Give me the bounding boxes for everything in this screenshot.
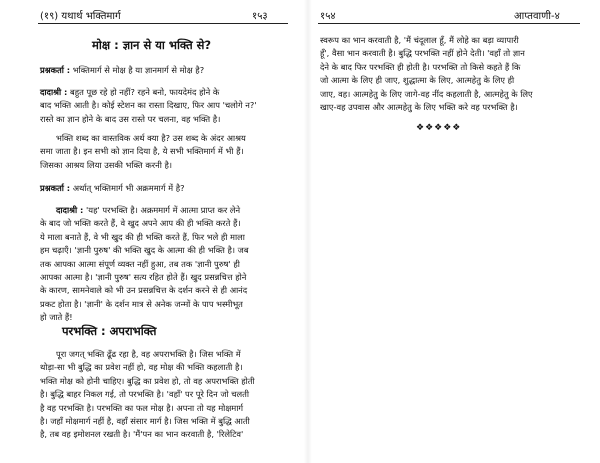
section-end-ornament: ❖❖❖❖❖ bbox=[416, 123, 462, 133]
answer-2: दादाश्री : 'यह' परभक्ति है। अक्रममार्ग में आत्मा प्राप्त कर लेने के बाद जो भक्ति करते हैं, वे खुद अपने आप की ही भक्ति करते हैं। ये माला बनाते हैं, वे भी खुद की ही भक्ति करते हैं, फिर भले ही माला हम चढ़ाएँ। 'ज्ञानी पुरुष' की भक्ति खुद के आत्मा की ही भक्ति है। जब तक आपका आत्मा संपूर्ण व्यक्त नहीं हुआ, तब तक 'ज्ञानी पुरुष' ही आपका आत्मा है। 'ज्ञानी पुरुष' सत्य रहित होते हैं। खुद प्रसन्नचित्त होने के कारण, सामनेवाले को भी उन प्रसन्नचित्त के दर्शन करने से ही आनंद प्रकट होता है। 'ज्ञानी' के दर्शन मात्र से अनेक जन्मों के पाप भस्मीभूत हो जाते हैं! bbox=[40, 205, 249, 323]
paragraph-bhakti-meaning: भक्ति शब्द का वास्तविक अर्थ क्या है? उस शब्द के अंदर आश्रय समा जाता है। इन सभी को ज्ञान दिया है, ये सभी भक्तिमार्ग में भी हैं। जिसका आश्रय लिया उसकी भक्ति करनी है। bbox=[40, 133, 246, 170]
dadashri-label: दादाश्री : bbox=[40, 87, 68, 97]
paragraph-continued: स्वरूप का भान करवाती है, 'मैं चंदूलाल हूँ, मैं लोहे का बड़ा व्यापारी हूँ', वैसा भान करवाती है। बुद्धि परभक्ति नहीं होने देती। 'वहाँ तो ज्ञान देने के बाद फिर परभक्ति ही होती है। परभक्ति तो किसे कहते हैं कि जो आत्मा के लिए ही जाए, शुद्धात्मा के लिए, आत्महेतु के लिए ही जाए, वह। आत्महेतु के लिए जागे-वह नींद कहलाती है, आत्महेतु के लिए खाए-वह उपवास और आत्महेतु के लिए भक्ति करे वह परभक्ति है। bbox=[320, 35, 533, 113]
question-1-text: भक्तिमार्ग से मोक्ष है या ज्ञानमार्ग से मोक्ष है? bbox=[72, 65, 205, 75]
answer-1: दादाश्री : बहुत पूछ रहे हो नहीं? रहने बनो, फायदेमंद होने के बाद भक्ति आती है। कोई स्टेशन का रास्ता दिखाए, फिर आप 'चलोगे न?' रास्ते का ज्ञान होने के बाद उस रास्ते पर चलना, वह भक्ति है। bbox=[40, 87, 257, 124]
questioner-label: प्रश्नकर्ता : bbox=[40, 183, 71, 193]
question-1 bbox=[40, 64, 204, 77]
right-header-rule bbox=[318, 23, 580, 24]
right-running-header: आप्तवाणी-४ bbox=[514, 11, 560, 22]
section-heading-moksha: मोक्ष : ज्ञान से या भक्ति से? bbox=[92, 38, 212, 52]
questioner-label: प्रश्नकर्ता : bbox=[40, 65, 71, 75]
book-gutter bbox=[304, 0, 312, 463]
right-page-number: १५४ bbox=[320, 11, 336, 22]
paragraph-parabhakti: पूरा जगत् भक्ति ढूँढ रहा है, वह अपराभक्ति है। जिस भक्ति में थोड़ा-सा भी बुद्धि का प्रवेश नहीं हो, वह मोक्ष की भक्ति कहलाती है। भक्ति मोक्ष को होनी चाहिए। बुद्धि का प्रवेश हो, तो वह अपराभक्ति होती है। बुद्धि बाहर निकल गई, तो परभक्ति है। 'वहाँ' पर पूरे दिन जो चलती है वह परभक्ति है। परभक्ति का फल मोक्ष है। अपना तो यह मोक्षमार्ग है। जहाँ मोक्षमार्ग नहीं है, वहाँ संसार मार्ग है। जिस भक्ति में बुद्धि आती है, तब वह इमोशनल रखती है। 'मैं'पन का भान करवाती है, 'रिलेटिव' bbox=[40, 349, 255, 440]
question-2-text: अर्थात् भक्तिमार्ग भी अक्रममार्ग में है? bbox=[72, 183, 185, 193]
section-heading-parabhakti: परभक्ति : अपराभक्ति bbox=[62, 324, 157, 338]
left-running-header: (१९) यथार्थ भक्तिमार्ग bbox=[40, 11, 121, 22]
dadashri-label: दादाश्री : bbox=[56, 205, 84, 215]
left-header-rule bbox=[38, 23, 288, 24]
right-page bbox=[316, 0, 600, 463]
left-page-number: १५३ bbox=[252, 11, 268, 22]
question-2 bbox=[40, 182, 185, 195]
